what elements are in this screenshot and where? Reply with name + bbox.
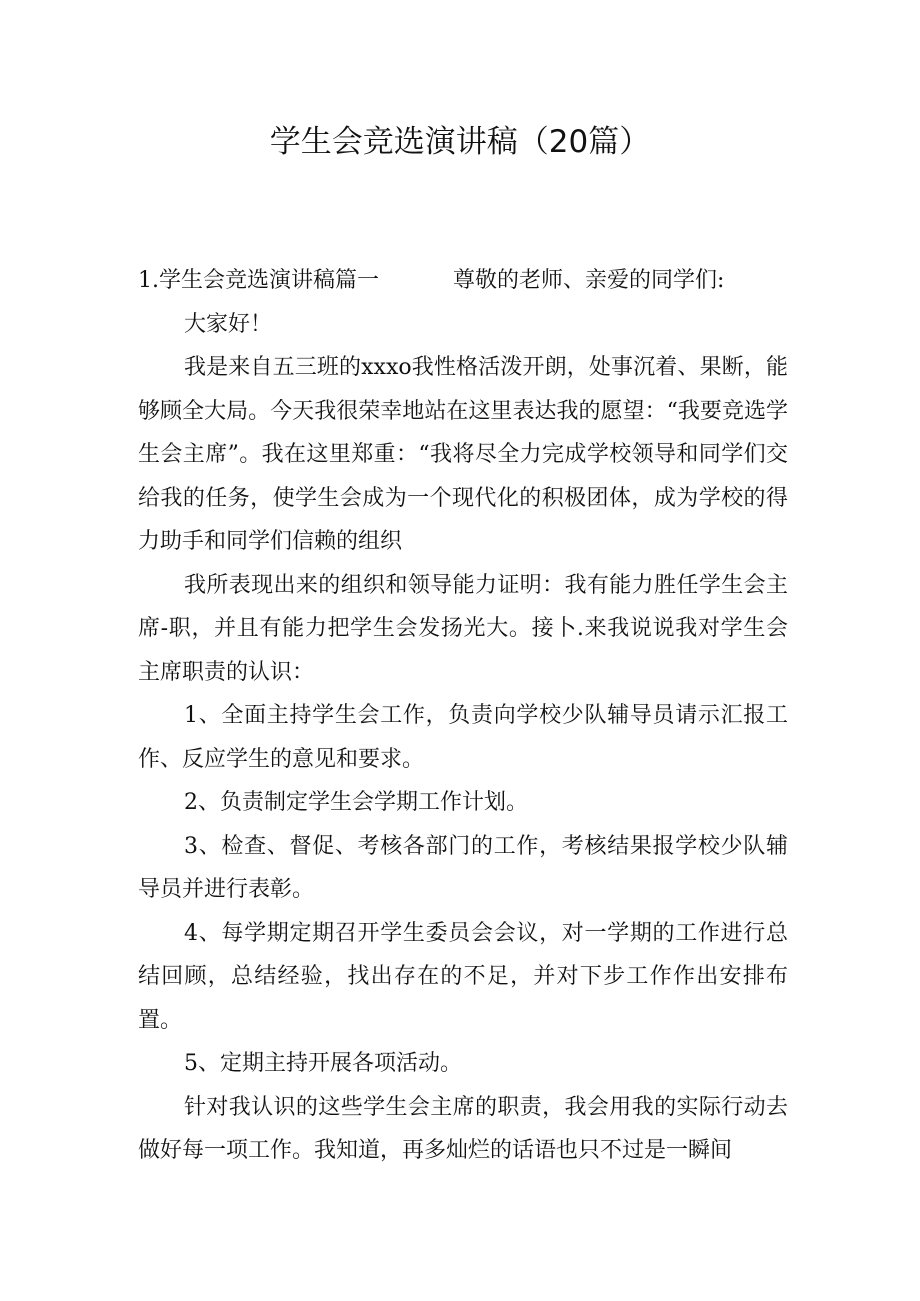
paragraph-duty-4: 4、每学期定期召开学生委员会会议，对一学期的工作进行总结回顾，总结经验，找出存在的不足，并对下步工作作出安排布置。	[138, 920, 788, 1033]
section-heading-line	[138, 259, 788, 303]
paragraph-greeting: 大家好！	[184, 311, 273, 337]
paragraph-duty-1: 1、全面主持学生会工作，负责向学校少队辅导员请示汇报工作、反应学生的意见和要求。	[138, 703, 788, 772]
document-body	[138, 259, 788, 1173]
paragraph-closing: 针对我认识的这些学生会主席的职责，我会用我的实际行动去做好每一项工作。我知道，再多灿烂的话语也只不过是一瞬间	[138, 1094, 788, 1163]
section-heading: 1.学生会竞选演讲稿篇一	[138, 268, 379, 293]
salutation: 尊敬的老师、亲爱的同学们:	[453, 268, 725, 293]
paragraph-ability: 我所表现出来的组织和领导能力证明：我有能力胜任学生会主席-职，并且有能力把学生会发扬光大。接卜.来我说说我对学生会主席职责的认识：	[138, 572, 788, 685]
document-title: 学生会竞选演讲稿（20篇）	[269, 124, 651, 160]
paragraph-duty-2: 2、负责制定学生会学期工作计划。	[184, 790, 528, 815]
paragraph-duty-5: 5、定期主持开展各项活动。	[184, 1051, 462, 1076]
paragraph-duty-3: 3、检查、督促、考核各部门的工作，考核结果报学校少队辅导员并进行表彰。	[138, 833, 788, 902]
paragraph-intro: 我是来自五三班的xxxo我性格活泼开朗，处事沉着、果断，能够顾全大局。今天我很荣幸地站在这里表达我的愿望：“我要竞选学生会主席”。我在这里郑重：“我将尽全力完成学校领导和同学们交给我的任务，使学生会成为一个现代化的积极团体，成为学校的得力助手和同学们信赖的组织	[138, 355, 788, 554]
